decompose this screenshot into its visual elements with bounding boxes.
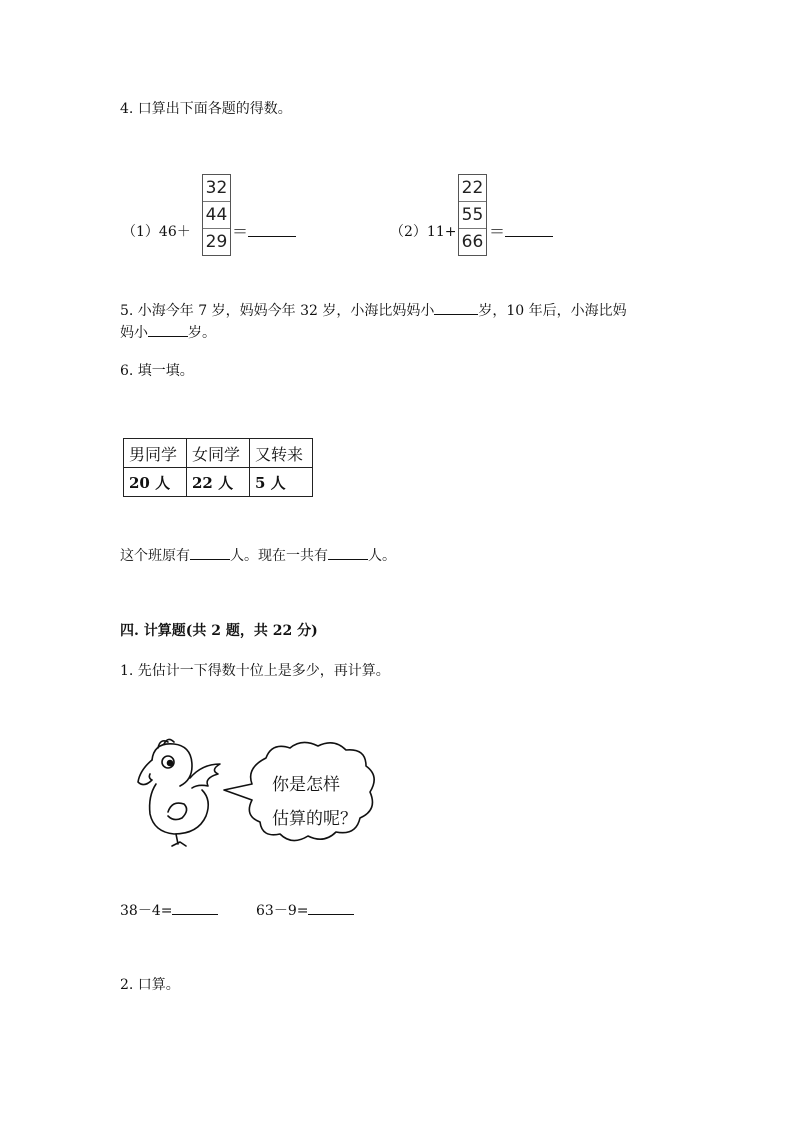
student-table (123, 438, 313, 497)
table-row (124, 468, 313, 497)
q6-sentence (120, 545, 396, 565)
stack-cell: 66 (461, 232, 484, 252)
q5-text-d: 岁。 (188, 325, 216, 341)
table-cell: 5 人 (250, 468, 313, 497)
equals-sign: ＝ (489, 222, 506, 241)
stack-cell: 29 (205, 232, 228, 252)
bubble-text-line1: 你是怎样 (272, 775, 340, 795)
section-title: 四. 计算题(共 2 题，共 22 分) (120, 623, 318, 639)
expression-2 (256, 900, 354, 920)
q4-problem1-stack (202, 174, 231, 256)
answer-blank[interactable] (434, 300, 478, 315)
q4-problem1-label: （1）46＋ (122, 224, 191, 240)
q6-text-b: 人。现在一共有 (230, 548, 328, 564)
duck-icon (128, 734, 228, 854)
expression-text: 63－9= (256, 903, 309, 919)
answer-blank[interactable] (248, 222, 296, 237)
equals-sign: ＝ (232, 222, 249, 241)
table-header: 男同学 (124, 439, 187, 468)
answer-blank[interactable] (328, 545, 368, 560)
answer-blank[interactable] (308, 900, 354, 915)
stack-cell: 32 (203, 175, 230, 202)
expression-1 (120, 900, 218, 920)
q4-problem2-equals (489, 219, 553, 242)
answer-blank[interactable] (505, 222, 553, 237)
table-cell: 20 人 (124, 468, 187, 497)
answer-blank[interactable] (172, 900, 218, 915)
stack-cell: 55 (459, 202, 486, 229)
q4-problem2-stack (458, 174, 487, 256)
table-header: 女同学 (187, 439, 250, 468)
answer-blank[interactable] (190, 545, 230, 560)
q6-text-a: 这个班原有 (120, 548, 190, 564)
q5-text-b: 岁，10 年后，小海比妈 (478, 303, 627, 319)
table-header: 又转来 (250, 439, 313, 468)
q4-problem2-label: （2）11+ (390, 224, 457, 240)
q4-title: 4. 口算出下面各题的得数。 (120, 101, 292, 117)
bubble-text-line2: 估算的呢？ (272, 809, 357, 829)
table-cell: 22 人 (187, 468, 250, 497)
stack-cell: 22 (459, 175, 486, 202)
s4-q2-title: 2. 口算。 (120, 977, 180, 993)
q5-text-a: 5. 小海今年 7 岁，妈妈今年 32 岁，小海比妈妈小 (120, 303, 435, 319)
q5-line1 (120, 300, 627, 320)
q5-text-c: 妈小 (120, 325, 148, 341)
q6-title: 6. 填一填。 (120, 363, 194, 379)
q4-problem1-equals (232, 219, 296, 242)
q5-line2 (120, 322, 216, 342)
answer-blank[interactable] (148, 322, 188, 337)
table-row (124, 439, 313, 468)
expression-text: 38－4= (120, 903, 173, 919)
q6-text-c: 人。 (368, 548, 396, 564)
stack-cell: 44 (203, 202, 230, 229)
s4-q1-title: 1. 先估计一下得数十位上是多少，再计算。 (120, 663, 390, 679)
